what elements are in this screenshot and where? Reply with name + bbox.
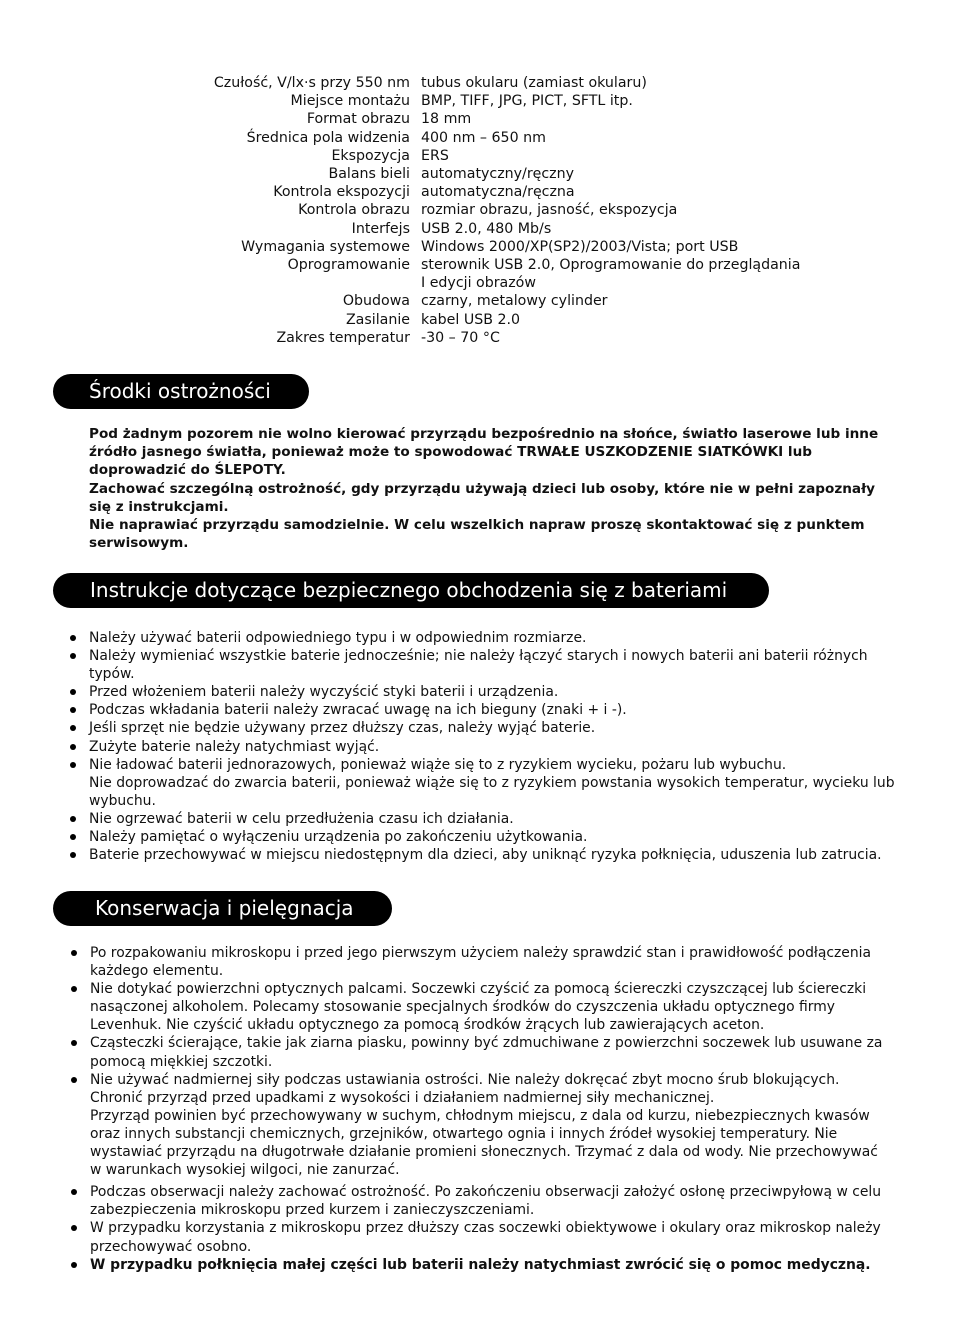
spec-row <box>0 165 954 183</box>
spec-label: Oprogramowanie <box>287 257 410 274</box>
spec-label: Wymagania systemowe <box>241 238 410 255</box>
spec-row <box>0 147 954 165</box>
spec-value: 18 mm <box>421 111 472 128</box>
section-heading-batteries: Instrukcje dotyczące bezpiecznego obchodzenia się z bateriami <box>53 573 769 608</box>
precaution-paragraph: Pod żadnym pozorem nie wolno kierować przyrządu bezpośrednio na słońce, światło laserowe lub inne źródło jasnego światła, ponieważ może to spowodować TRWAŁE USZKODZENIE SIATKÓWKI lub doprowadzić do ŚLEPOTY. <box>89 426 879 479</box>
spec-table <box>0 74 954 347</box>
precautions-text <box>89 425 889 552</box>
spec-row <box>0 311 954 329</box>
spec-value: Windows 2000/XP(SP2)/2003/Vista; port USB <box>421 238 739 255</box>
spec-label: Czułość, V/lx·s przy 550 nm <box>213 75 410 91</box>
spec-label: Średnica pola widzenia <box>246 129 410 146</box>
list-item: Po rozpakowaniu mikroskopu i przed jego pierwszym użyciem należy sprawdzić stan i prawidłowość podłączenia każdego elementu. <box>90 944 890 980</box>
list-item: Nie ładować baterii jednorazowych, ponieważ wiąże się to z ryzykiem wycieku, pożaru lub wybuchu. Nie doprowadzać do zwarcia baterii, ponieważ wiąże się to z ryzykiem powstania wysokich temperatur, wycieku lub wybuchu. <box>89 756 904 810</box>
list-item: Podczas obserwacji należy zachować ostrożność. Po zakończeniu obserwacji założyć osłonę przeciwpyłową w celu zabezpieczenia mikroskopu przed kurzem i zanieczyszczeniami. <box>90 1183 890 1219</box>
spec-label: Miejsce montażu <box>290 93 410 110</box>
spec-label: Ekspozycja <box>331 147 410 164</box>
list-item: Nie dotykać powierzchni optycznych palcami. Soczewki czyścić za pomocą ściereczki czyszczącej lub ściereczki nasączonej alkoholem. Polecamy stosowanie specjalnych środków do czyszczenia układu optycznego firmy Levenhuk. Nie czyścić układu optycznego za pomocą środków żrących lub zawierających aceton. <box>90 980 890 1034</box>
spec-row <box>0 201 954 219</box>
spec-row <box>0 256 954 274</box>
list-item: W przypadku korzystania z mikroskopu przez dłuższy czas soczewki obiektywowe i okulary oraz mikroskop należy przechowywać osobno. <box>90 1219 890 1255</box>
spec-label: Zakres temperatur <box>276 329 410 346</box>
spec-label <box>0 274 410 292</box>
list-item: Nie ogrzewać baterii w celu przedłużenia czasu ich działania. <box>89 810 904 828</box>
spec-label: Balans bieli <box>328 166 410 183</box>
precaution-paragraph: Nie naprawiać przyrządu samodzielnie. W celu wszelkich napraw proszę skontaktować się z punktem serwisowym. <box>89 517 865 552</box>
list-item: Baterie przechowywać w miejscu niedostępnym dla dzieci, aby uniknąć ryzyka połknięcia, uduszenia lub zatrucia. <box>89 846 904 864</box>
spec-value: ERS <box>421 147 449 164</box>
list-item: Cząsteczki ścierające, takie jak ziarna piasku, powinny być zdmuchiwane z powierzchni soczewek lub usuwane za pomocą miękkiej szczotki. <box>90 1034 890 1070</box>
list-item: Przed włożeniem baterii należy wyczyścić styki baterii i urządzenia. <box>89 683 904 701</box>
spec-row <box>0 183 954 201</box>
spec-value: czarny, metalowy cylinder <box>421 293 608 310</box>
spec-value: sterownik USB 2.0, Oprogramowanie do przeglądania <box>421 257 801 274</box>
spec-value: automatyczny/ręczny <box>421 166 575 183</box>
list-item: Należy wymieniać wszystkie baterie jednocześnie; nie należy łączyć starych i nowych baterii ani baterii różnych typów. <box>89 647 904 683</box>
section-heading-precautions: Środki ostrożności <box>53 374 309 409</box>
spec-row <box>0 238 954 256</box>
list-item: W przypadku połknięcia małej części lub baterii należy natychmiast zwrócić się o pomoc medyczną. <box>90 1256 890 1274</box>
precaution-paragraph: Zachować szczególną ostrożność, gdy przyrządu używają dzieci lub osoby, które nie w pełni zapoznały się z instrukcjami. <box>89 480 875 515</box>
spec-label: Interfejs <box>351 220 410 237</box>
spec-value: tubus okularu (zamiast okularu) <box>421 75 647 91</box>
care-instructions-list <box>90 944 890 1274</box>
spec-row <box>0 92 954 110</box>
spec-label: Kontrola obrazu <box>298 202 410 219</box>
spec-row <box>0 129 954 147</box>
list-item: Należy pamiętać o wyłączeniu urządzenia po zakończeniu użytkowania. <box>89 828 904 846</box>
spec-value: automatyczna/ręczna <box>421 184 575 201</box>
spec-value: BMP, TIFF, JPG, PICT, SFTL itp. <box>421 93 633 110</box>
battery-instructions-list <box>89 629 904 864</box>
spec-label: Zasilanie <box>345 311 410 328</box>
spec-label: Format obrazu <box>306 111 410 128</box>
spec-label: Kontrola ekspozycji <box>273 184 410 201</box>
list-item: Podczas wkładania baterii należy zwracać uwagę na ich bieguny (znaki + i -). <box>89 701 904 719</box>
spec-value: USB 2.0, 480 Mb/s <box>421 220 552 237</box>
spec-value: rozmiar obrazu, jasność, ekspozycja <box>421 202 678 219</box>
list-item: Zużyte baterie należy natychmiast wyjąć. <box>89 738 904 756</box>
spec-row <box>0 74 954 92</box>
spec-label: Obudowa <box>342 293 410 310</box>
spec-row <box>0 220 954 238</box>
spec-value: kabel USB 2.0 <box>421 311 521 328</box>
spec-value: -30 – 70 °C <box>421 329 500 346</box>
spec-row <box>0 110 954 128</box>
list-item: Nie używać nadmiernej siły podczas ustawiania ostrości. Nie należy dokręcać zbyt mocno śrub blokujących. Chronić przyrząd przed upadkami z wysokości i działaniem nadmiernej siły mechanicznej. Przyrząd powinien być przechowywany w suchym, chłodnym miejscu, z dala od kurzu, niebezpiecznych kwasów oraz innych substancji chemicznych, grzejników, otwartego ognia i innych źródeł wysokiej temperatury. Nie wystawiać przyrządu na długotrwałe działanie promieni słonecznych. Trzymać z dala od wody. Nie przechowywać w warunkach wysokiej wilgoci, nie zanurzać. <box>90 1071 890 1180</box>
spec-row <box>0 292 954 310</box>
list-item: Należy używać baterii odpowiedniego typu i w odpowiednim rozmiarze. <box>89 629 904 647</box>
list-item: Jeśli sprzęt nie będzie używany przez dłuższy czas, należy wyjąć baterie. <box>89 719 904 737</box>
spec-value: 400 nm – 650 nm <box>421 129 546 146</box>
spec-value: I edycji obrazów <box>421 275 536 292</box>
spec-row <box>0 329 954 347</box>
section-heading-care: Konserwacja i pielęgnacja <box>53 891 392 926</box>
spec-row <box>0 274 954 292</box>
